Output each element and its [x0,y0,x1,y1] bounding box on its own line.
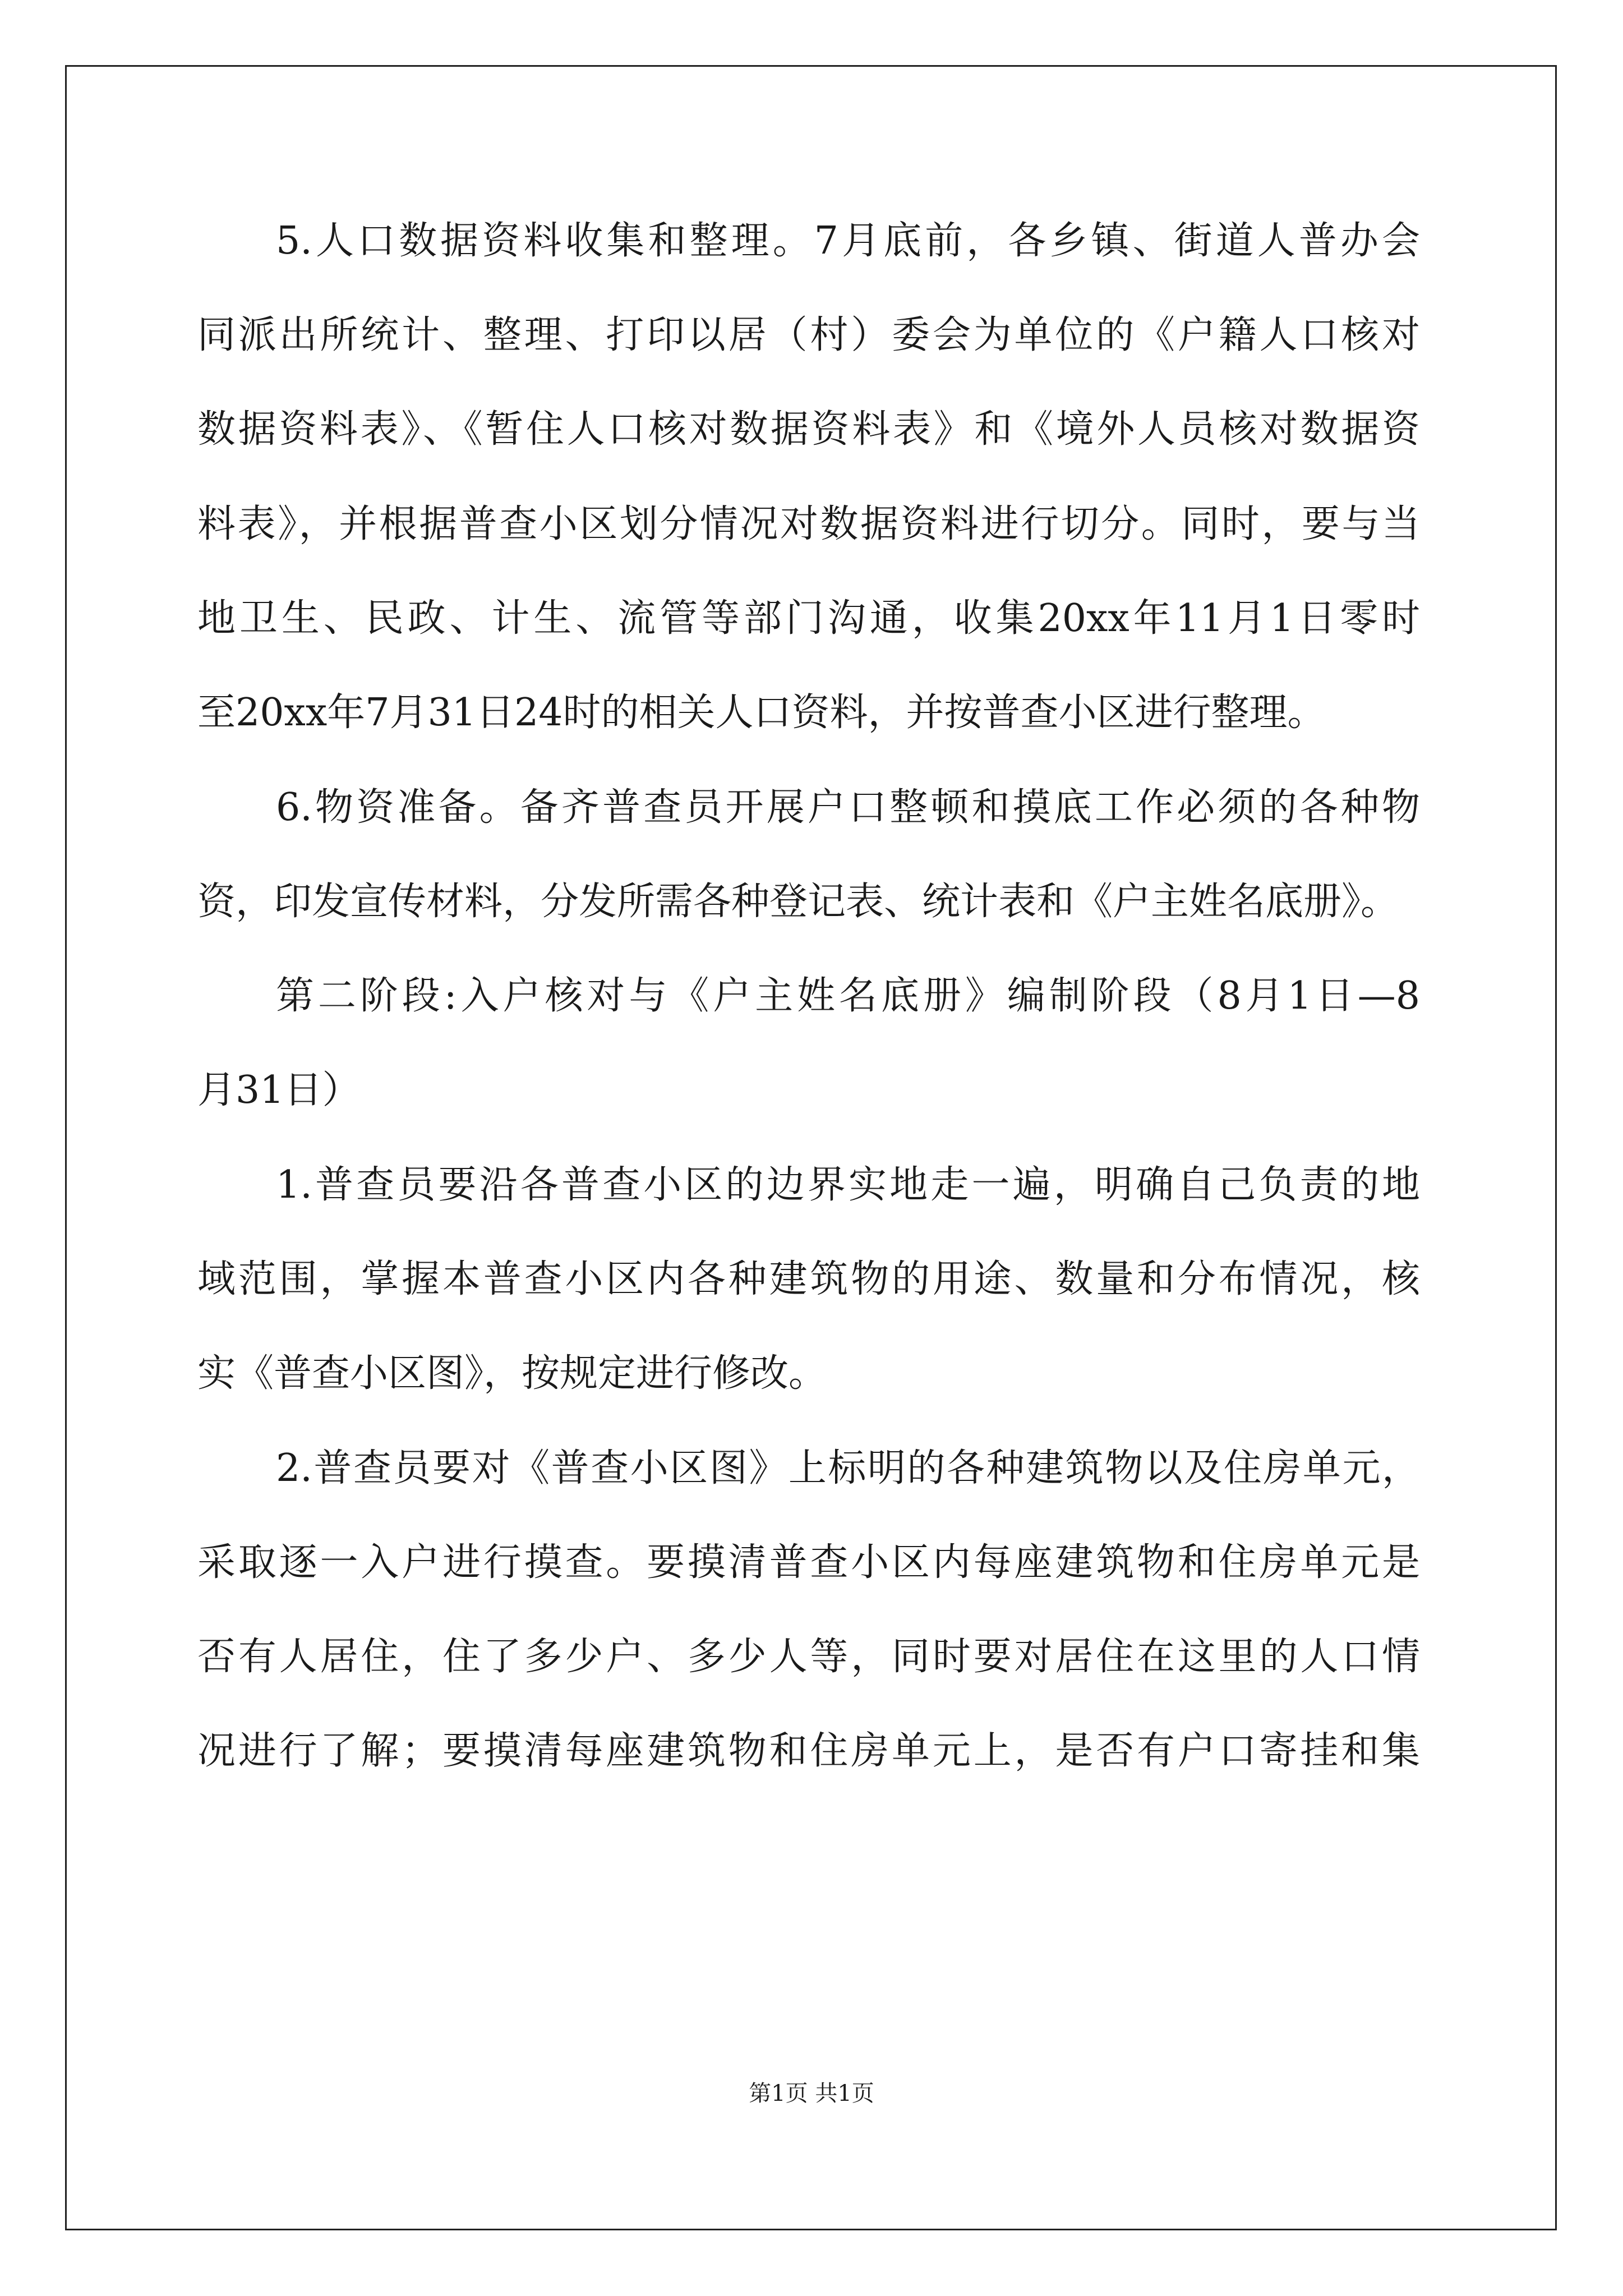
paragraph-line: 数据资料表》、《暂住人口核对数据资料表》和《境外人员核对数据资 [197,407,1420,452]
paragraph-line: 资，印发宣传材料，分发所需各种登记表、统计表和《户主姓名底册》。 [197,880,1399,924]
paragraph-line: 料表》，并根据普查小区划分情况对数据资料进行切分。同时，要与当 [197,502,1420,546]
paragraph-line: 6.物资准备。备齐普查员开展户口整顿和摸底工作必须的各种物 [276,785,1420,830]
paragraph-line: 同派出所统计、整理、打印以居（村）委会为单位的《户籍人口核对 [197,313,1420,357]
paragraph-line: 至20xx年7月31日24时的相关人口资料，并按普查小区进行整理。 [197,691,1326,735]
section-heading-line: 第二阶段:入户核对与《户主姓名底册》编制阶段（8月1日—8 [276,974,1420,1018]
paragraph-line: 地卫生、民政、计生、流管等部门沟通，收集20xx年11月1日零时 [197,596,1420,641]
paragraph-line: 实《普查小区图》，按规定进行修改。 [197,1351,827,1396]
paragraph-line: 2.普查员要对《普查小区图》上标明的各种建筑物以及住房单元， [276,1446,1420,1490]
paragraph-line: 5.人口数据资料收集和整理。7月底前，各乡镇、街道人普办会 [276,219,1420,263]
paragraph-line: 域范围，掌握本普查小区内各种建筑物的用途、数量和分布情况，核 [197,1257,1420,1301]
page-footer: 第1页 共1页 [749,2081,874,2106]
paragraph-line: 1.普查员要沿各普查小区的边界实地走一遍，明确自己负责的地 [276,1163,1420,1207]
section-heading-line: 月31日） [197,1068,361,1112]
page-border [65,65,1557,2230]
paragraph-line: 况进行了解；要摸清每座建筑物和住房单元上，是否有户口寄挂和集 [197,1729,1420,1773]
paragraph-line: 否有人居住，住了多少户、多少人等，同时要对居住在这里的人口情 [197,1635,1420,1679]
paragraph-line: 采取逐一入户进行摸查。要摸清普查小区内每座建筑物和住房单元是 [197,1540,1420,1585]
